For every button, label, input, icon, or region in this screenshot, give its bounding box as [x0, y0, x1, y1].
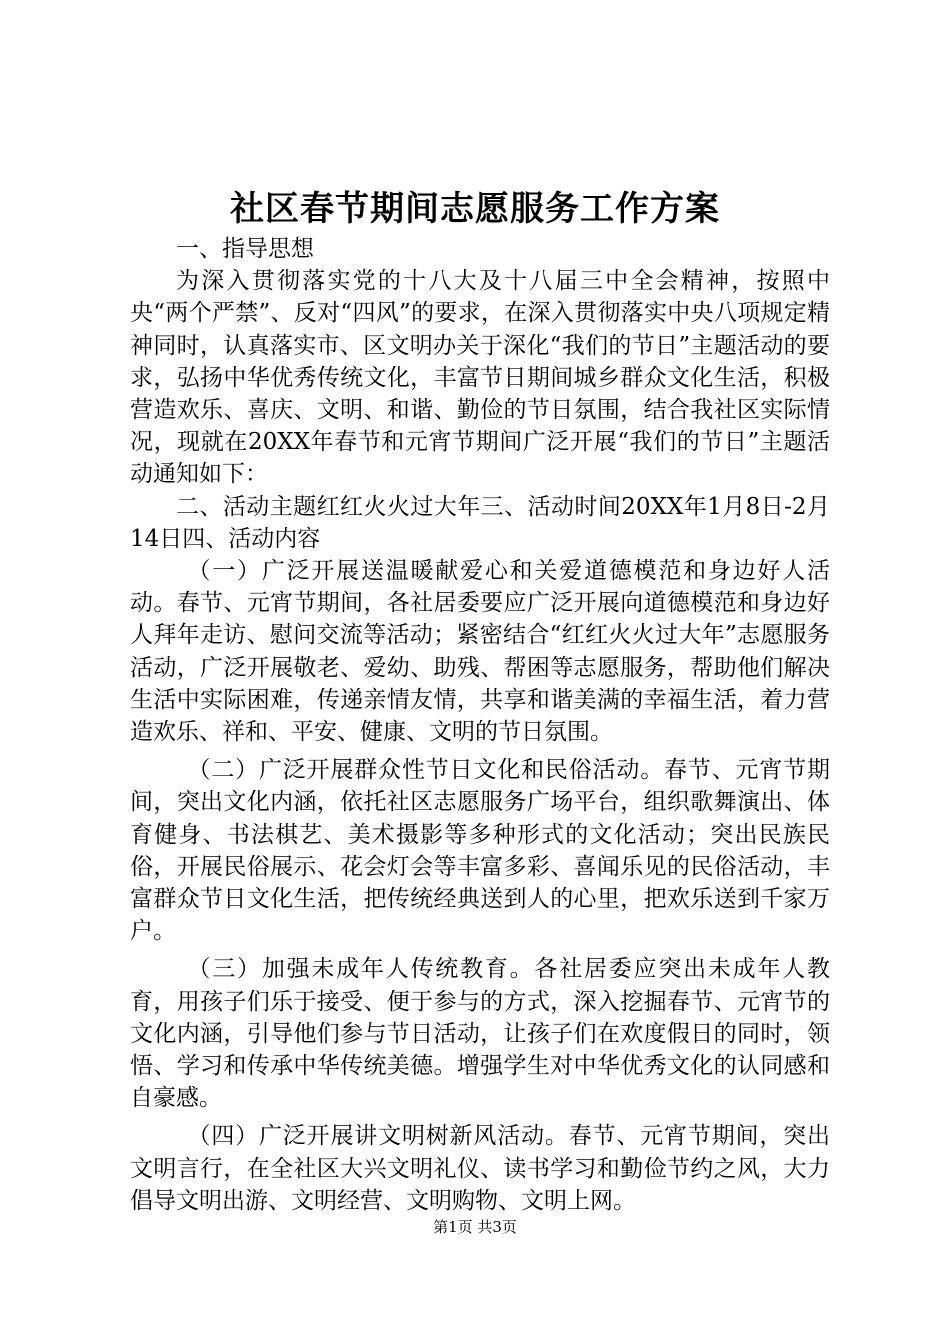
section-heading-guiding-ideology: 一、指导思想 — [176, 236, 314, 262]
section-heading-theme-time-content: 二、活动主题红红火火过大年三、活动时间20XX年1月8日-2月14日四、活动内容 — [130, 493, 830, 552]
document-title: 社区春节期间志愿服务工作方案 — [230, 189, 720, 229]
paragraph-guiding-ideology: 为深入贯彻落实党的十八大及十八届三中全会精神，按照中央“两个严禁”、反对“四风”的要求，在深入贯彻落实中央八项规定精神同时，认真落实市、区文明办关于深化“我们的节日”主题活动的要求，弘扬中华优秀传统文化，丰富节日期间城乡群众文化生活，积极营造欢乐、喜庆、文明、和谐、勤俭的节日氛围，结合我社区实际情况，现就在20XX年春节和元宵节期间广泛开展“我们的节日”主题活动通知如下： — [130, 268, 830, 488]
paragraph-item-1: （一）广泛开展送温暖献爱心和关爱道德模范和身边好人活动。春节、元宵节期间，各社居委要应广泛开展向道德模范和身边好人拜年走访、慰问交流等活动；紧密结合“红红火火过大年”志愿服务活动，广泛开展敬老、爱幼、助残、帮困等志愿服务，帮助他们解决生活中实际困难，传递亲情友情，共享和谐美满的幸福生活，着力营造欢乐、祥和、平安、健康、文明的节日氛围。 — [130, 558, 830, 746]
paragraph-item-2: （二）广泛开展群众性节日文化和民俗活动。春节、元宵节期间，突出文化内涵，依托社区志愿服务广场平台，组织歌舞演出、体育健身、书法棋艺、美术摄影等多种形式的文化活动；突出民族民俗，开展民俗展示、花会灯会等丰富多彩、喜闻乐见的民俗活动，丰富群众节日文化生活，把传统经典送到人的心里，把欢乐送到千家万户。 — [130, 757, 830, 945]
paragraph-item-4: （四）广泛开展讲文明树新风活动。春节、元宵节期间，突出文明言行，在全社区大兴文明礼仪、读书学习和勤俭节约之风，大力倡导文明出游、文明经营、文明购物、文明上网。 — [130, 1123, 830, 1214]
document-body — [130, 233, 830, 1217]
paragraph-item-3: （三）加强未成年人传统教育。各社居委应突出未成年人教育，用孩子们乐于接受、便于参与的方式，深入挖掘春节、元宵节的文化内涵，引导他们参与节日活动，让孩子们在欢度假日的同时，领悟、学习和传承中华传统美德。增强学生对中华优秀文化的认同感和自豪感。 — [130, 956, 830, 1112]
page-number-footer: 第1页 共3页 — [433, 1218, 517, 1236]
